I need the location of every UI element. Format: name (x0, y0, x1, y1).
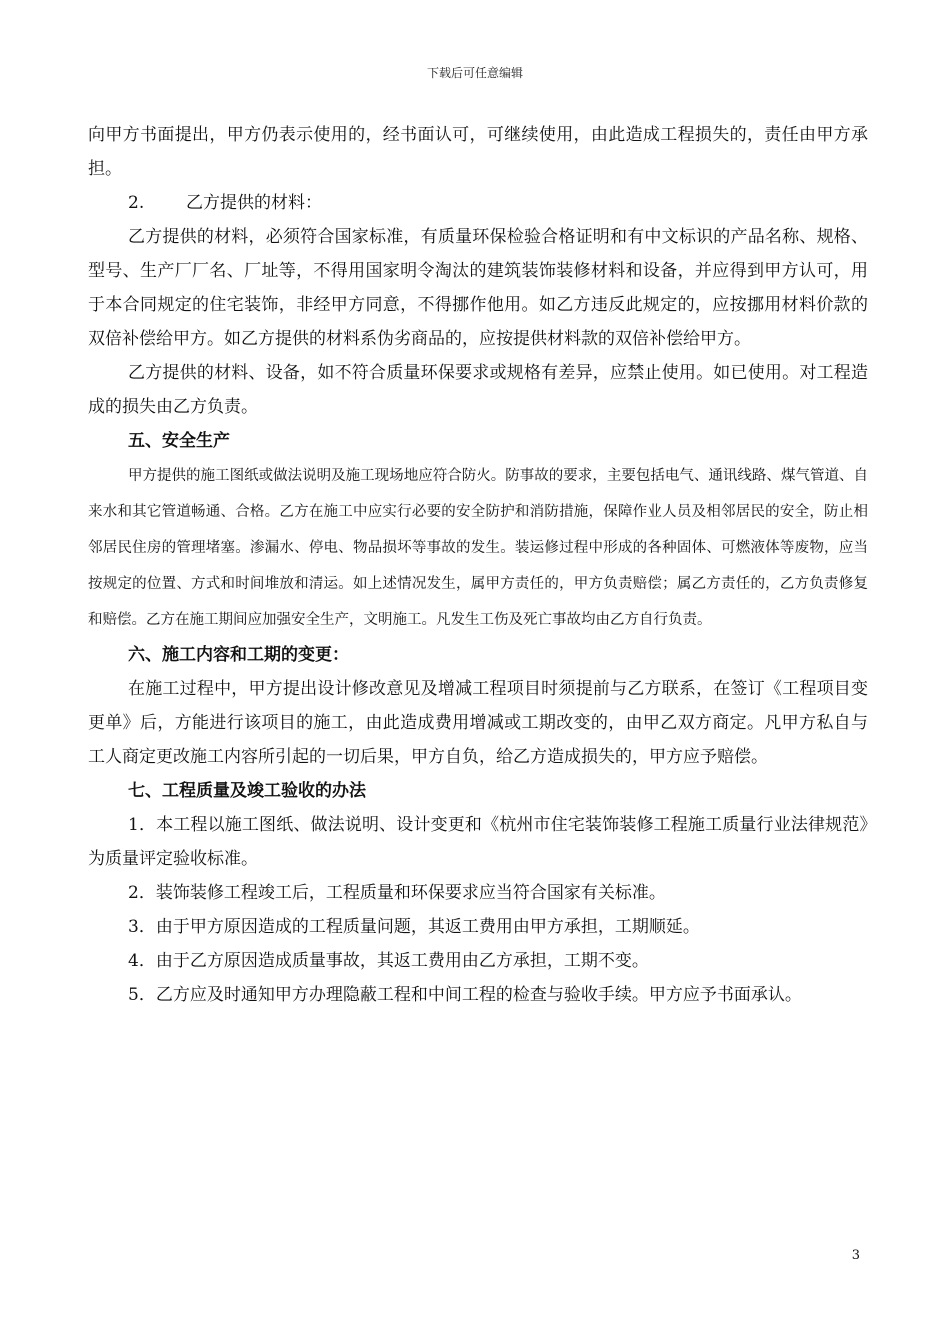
quality-item-1: 1．本工程以施工图纸、做法说明、设计变更和《杭州市住宅装饰装修工程施工质量行业法律规范》为质量评定验收标准。 (88, 815, 868, 869)
paragraph-continued: 向甲方书面提出，甲方仍表示使用的，经书面认可，可继续使用，由此造成工程损失的，责任由甲方承担。 (88, 125, 868, 179)
page-header-note: 下载后可任意编辑 (426, 66, 523, 80)
section-7-heading: 七、工程质量及竣工验收的办法 (128, 781, 366, 801)
section-6-heading: 六、施工内容和工期的变更： (128, 645, 349, 665)
item-2-heading (88, 186, 868, 220)
document-body (88, 118, 868, 1012)
section-5-heading: 五、安全生产 (128, 431, 230, 451)
paragraph-materials-equipment: 乙方提供的材料、设备，如不符合质量环保要求或规格有差异，应禁止使用。如已使用。对工程造成的损失由乙方负责。 (88, 363, 868, 417)
item-2-number: 2. (128, 193, 145, 213)
quality-item-2: 2．装饰装修工程竣工后，工程质量和环保要求应当符合国家有关标准。 (128, 883, 666, 903)
paragraph-materials: 乙方提供的材料，必须符合国家标准，有质量环保检验合格证明和有中文标识的产品名称、规格、型号、生产厂厂名、厂址等，不得用国家明令淘汰的建筑装饰装修材料和设备，并应得到甲方认可，用于本合同规定的住宅装饰，非经甲方同意，不得挪作他用。如乙方违反此规定的，应按挪用材料价款的双倍补偿给甲方。如乙方提供的材料系伪劣商品的，应按提供材料款的双倍补偿给甲方。 (88, 227, 868, 349)
quality-item-4: 4．由于乙方原因造成质量事故，其返工费用由乙方承担，工期不变。 (128, 951, 649, 971)
item-2-text: 乙方提供的材料： (186, 193, 322, 213)
quality-item-5: 5．乙方应及时通知甲方办理隐蔽工程和中间工程的检查与验收手续。甲方应予书面承认。 (128, 985, 802, 1005)
quality-item-3: 3．由于甲方原因造成的工程质量问题，其返工费用由甲方承担，工期顺延。 (128, 917, 700, 937)
paragraph-safety: 甲方提供的施工图纸或做法说明及施工现场地应符合防火。防事故的要求，主要包括电气、通讯线路、煤气管道、自来水和其它管道畅通、合格。乙方在施工中应实行必要的安全防护和消防措施，保障作业人员及相邻居民的安全，防止相邻居民住房的管理堵塞。渗漏水、停电、物品损坏等事故的发生。装运修过程中形成的各种固体、可燃液体等废物，应当按规定的位置、方式和时间堆放和清运。如上述情况发生，属甲方责任的，甲方负责赔偿；属乙方责任的，乙方负责修复和赔偿。乙方在施工期间应加强安全生产，文明施工。凡发生工伤及死亡事故均由乙方自行负责。 (88, 468, 868, 628)
page-number: 3 (851, 1248, 860, 1263)
paragraph-changes: 在施工过程中，甲方提出设计修改意见及增减工程项目时须提前与乙方联系，在签订《工程项目变更单》后，方能进行该项目的施工，由此造成费用增减或工期改变的，由甲乙双方商定。凡甲方私自与工人商定更改施工内容所引起的一切后果，甲方自负，给乙方造成损失的，甲方应予赔偿。 (88, 679, 868, 767)
